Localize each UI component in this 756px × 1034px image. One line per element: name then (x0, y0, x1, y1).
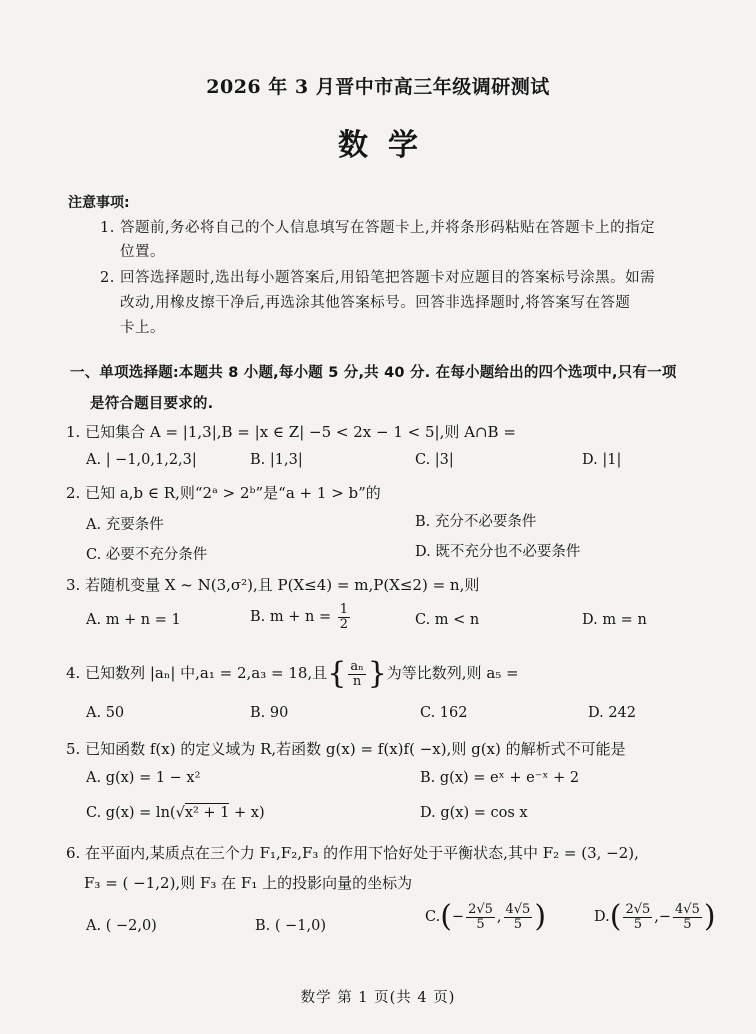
question-4-option-c: C. 162 (420, 705, 468, 721)
section-heading-line-2: 是符合题目要求的. (90, 396, 214, 412)
question-3-option-b-text: B. m + n = (250, 609, 332, 626)
question-6-option-a: A. ( −2,0) (86, 918, 157, 934)
question-6-option-c: C.(− $\frac{2√5}{5}$ , $\frac{4√5}{5}$ ) (425, 899, 547, 934)
notice-item-2-line-2: 改动,用橡皮擦干净后,再选涂其他答案标号。回答非选择题时,将答案写在答题 (120, 295, 631, 311)
question-1-option-c: C. |3| (415, 452, 454, 468)
paren-left-icon: ( (440, 899, 452, 934)
fraction-numerator: 4√5 (675, 901, 700, 917)
brace-right-icon: } (367, 656, 387, 691)
paren-right-icon: ) (703, 899, 716, 934)
question-5-option-c-radicand: x² + 1 (184, 805, 230, 821)
subject-title: 数学 (338, 128, 438, 163)
question-3-option-d: D. m = n (582, 612, 647, 628)
notice-item-2-line-3: 卡上。 (120, 320, 165, 336)
question-5-option-c-tail: + x) (229, 805, 265, 821)
question-2-option-b: B. 充分不必要条件 (415, 514, 537, 530)
fraction-denominator: 5 (513, 916, 523, 932)
section-heading-line-1: 一、单项选择题:本题共 8 小题,每小题 5 分,共 40 分. 在每小题给出的四个选项中,只有一项 (70, 365, 677, 381)
fraction-numerator: 1 (339, 602, 348, 617)
question-6-option-b: B. ( −1,0) (255, 918, 327, 934)
fraction (623, 903, 652, 931)
sqrt-icon: √ (175, 805, 185, 821)
question-1-stem: 1. 已知集合 A = |1,3|,B = |x ∈ Z| −5 < 2x − 1 < 5|,则 A∩B = (66, 423, 516, 441)
fraction-numerator: 4√5 (505, 901, 531, 917)
notice-item-1-line-2: 位置。 (120, 244, 165, 260)
question-3-option-b (250, 603, 352, 631)
fraction-denominator: 5 (683, 916, 692, 932)
question-4-option-d: D. 242 (588, 705, 637, 721)
question-1-option-b: B. |1,3| (250, 452, 303, 468)
question-5-option-b: B. g(x) = eˣ + e⁻ˣ + 2 (420, 770, 580, 786)
question-2-option-c: C. 必要不充分条件 (86, 547, 208, 563)
fraction-denominator: 5 (476, 916, 485, 932)
notice-heading: 注意事项: (68, 195, 130, 211)
question-5-option-c (86, 805, 265, 821)
sign: − (658, 909, 672, 925)
question-6-option-d: D.( $\frac{2√5}{5}$ ,− $\frac{4√5}{5}$ ) (594, 899, 716, 934)
question-2-option-d: D. 既不充分也不必要条件 (415, 544, 581, 560)
question-6-option-d-label: D. (594, 909, 610, 925)
question-3-option-c: C. m < n (415, 612, 480, 628)
question-3-option-b-fraction (338, 603, 350, 631)
brace-left-icon: { (327, 656, 347, 691)
question-6-option-c-label: C. (425, 909, 441, 925)
bottom-fade (0, 1012, 756, 1034)
fraction-denominator: 5 (633, 916, 642, 932)
fraction-numerator: 2√5 (625, 901, 651, 917)
question-1-option-a: A. | −1,0,1,2,3| (86, 452, 197, 468)
question-1-option-d: D. |1| (582, 452, 622, 468)
fraction (466, 903, 495, 931)
question-5-option-c-text: C. g(x) = ln( (86, 805, 176, 821)
question-4-stem (66, 656, 519, 691)
question-4-stem-pre: 4. 已知数列 |aₙ| 中,a₁ = 2,a₃ = 18,且 (66, 664, 328, 682)
question-3-option-a: A. m + n = 1 (86, 612, 181, 628)
question-3-stem: 3. 若随机变量 X ~ N(3,σ²),且 P(X≤4) = m,P(X≤2) = n,则 (66, 576, 480, 594)
fraction-denominator: 2 (339, 616, 348, 632)
question-4-fraction (348, 660, 365, 688)
sign: − (451, 909, 465, 925)
exam-title: 2026 年 3 月晋中市高三年级调研测试 (206, 76, 550, 98)
question-5-stem: 5. 已知函数 f(x) 的定义域为 R,若函数 g(x) = f(x)f( −x),则 g(x) 的解析式不可能是 (66, 740, 626, 758)
question-2-stem: 2. 已知 a,b ∈ R,则“2ᵃ > 2ᵇ”是“a + 1 > b”的 (66, 484, 381, 502)
paren-right-icon: ) (534, 899, 547, 934)
question-6-stem-line-1: 6. 在平面内,某质点在三个力 F₁,F₂,F₃ 的作用下恰好处于平衡状态,其中 F₂ = (3, −2), (66, 844, 639, 862)
paren-left-icon: ( (609, 899, 622, 934)
notice-item-1-line-1: 1. 答题前,务必将自己的个人信息填写在答题卡上,并将条形码粘贴在答题卡上的指定 (100, 220, 656, 236)
fraction (673, 903, 702, 931)
page-footer: 数学 第 1 页(共 4 页) (300, 990, 456, 1006)
question-6-stem-line-2: F₃ = ( −1,2),则 F₃ 在 F₁ 上的投影向量的坐标为 (84, 874, 413, 892)
question-2-option-a: A. 充要条件 (86, 517, 164, 533)
question-5-option-a: A. g(x) = 1 − x² (86, 770, 201, 786)
fraction (504, 903, 533, 931)
question-5-option-d: D. g(x) = cos x (420, 805, 528, 821)
question-4-stem-post: 为等比数列,则 a₅ = (386, 664, 519, 682)
fraction-numerator: aₙ (350, 658, 364, 674)
question-4-option-b: B. 90 (250, 705, 289, 721)
notice-item-2-line-1: 2. 回答选择题时,选出每小题答案后,用铅笔把答题卡对应题目的答案标号涂黑。如需 (100, 270, 656, 286)
fraction-numerator: 2√5 (468, 901, 493, 917)
fraction-denominator: n (352, 673, 362, 689)
question-4-option-a: A. 50 (86, 705, 125, 721)
